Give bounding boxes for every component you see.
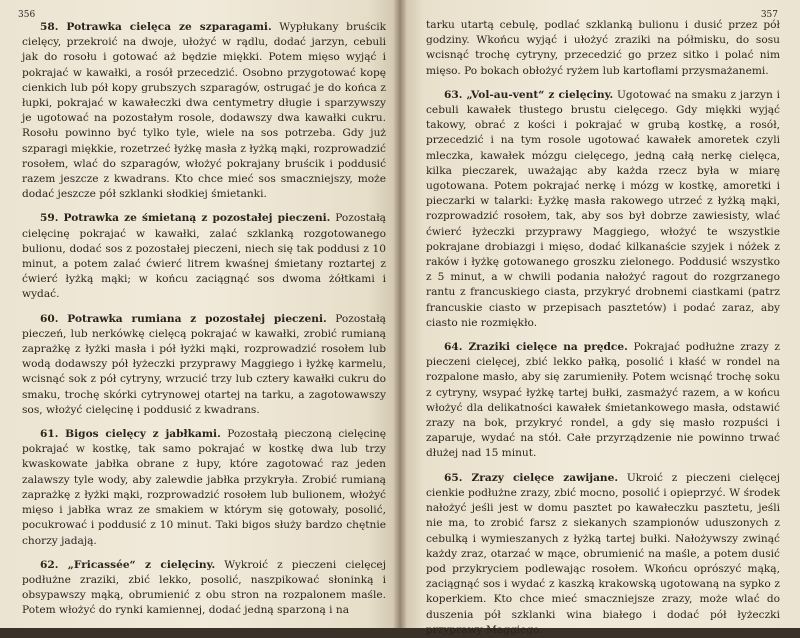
recipe (426, 340, 780, 462)
recipe-continuation (426, 18, 780, 79)
recipe-text: Pokrajać podłużne zrazy z pieczeni cielęcej, zbić lekko pałką, posolić i kłaść w rondel na rozpalone masło, aby się zarumieniły. Potem wcisnąć trochę soku z cytryny, wsypać łyżkę tartej bułki, zasmażyć razem, a w końcu włożyć dla delikatności kawałek śmietankowego masła, odstawić zrazy na bok, przykryć rondel, a gdy się masło rozpuści i zaparuje, wydać na stół. Całe przyrządzenie nie powinno trwać dłużej nad 15 minut. (426, 341, 780, 460)
recipe (22, 211, 386, 302)
recipe-text: Wykroić z pieczeni cielęcej podłużne zraziki, zbić lekko, posolić, naszpikować słoninką i obsypawszy mąką, obrumienić z obu stron na rozpalonem maśle. Potem włożyć do rynki kamiennej, dodać jedną sparzoną i na (22, 558, 386, 617)
recipe-title: 58. Potrawka cielęca ze szparagami. (40, 21, 272, 33)
recipe-text: Pozostałą pieczeń, lub nerkówkę cielęcą pokrajać w kawałki, zrobić rumianą zaprażkę z łyżki masła i pół łyżki mąki, rozprowadzić rosołem lub wodą dodawszy pół łyżeczki przyprawy Maggiego i łyżkę karmelu, wcisnąć sok z pół cytryny, wrzucić trzy lub cztery kawałki cukru do smaku, trochę skórki cytrynowej otartej na tarku, a zagotowawszy sos, włożyć cielęcinę i poddusić z kwadrans. (22, 312, 386, 416)
recipe-title: 64. Zraziki cielęce na prędce. (444, 341, 628, 354)
recipe (426, 88, 780, 331)
page-number: 357 (760, 10, 778, 20)
recipe-title: 63. „Vol-au-vent“ z cielęciny. (444, 88, 614, 101)
recipe-title: 61. Bigos cielęcy z jabłkami. (40, 428, 221, 441)
recipe (22, 312, 386, 418)
recipe (22, 20, 386, 202)
left-page (0, 0, 400, 628)
page-number: 356 (18, 10, 36, 20)
recipe-title: 59. Potrawka ze śmietaną z pozostałej pieczeni. (40, 212, 331, 225)
recipe-title: 60. Potrawka rumiana z pozostałej pieczeni. (40, 312, 327, 325)
recipe-title: 65. Zrazy cielęce zawijane. (444, 471, 619, 484)
recipe (22, 427, 386, 549)
book-gutter (393, 0, 407, 628)
recipe-text: Pozostałą pieczoną cielęcinę pokrajać w kostkę, tak samo pokrajać w kostkę dwa lub trzy kwaskowate jabłka obrane z łupy, które zagotować raz jeden zalawszy tyle wody, aby zalewdie jabłka przykryła. Zrobić rumianą zaprażkę z łyżki mąki, rozprowadzić rosołem lub bulionem, włożyć mięso i jabłka wraz ze smakiem w którym się gotowały, posolić, pocukrować i poddusić z 10 minut. Taki bigos służy bardzo chętnie chorzy jadają. (22, 428, 386, 547)
recipe-title: 62. „Fricassée“ z cielęciny. (40, 558, 216, 571)
recipe (22, 558, 386, 619)
recipe-text: Pozostałą cielęcinę pokrajać w kawałki, zalać szklanką rozgotowanego bulionu, dodać sos z pozostałej pieczeni, niech się tak poddusi z 10 minut, a potem zalać ćwierć litrem kwaśnej śmietany roztartej z ćwierć łyżką mąki; w końcu zaciągnąć sos dwoma żółtkami i wydać. (22, 212, 386, 301)
recipe (426, 471, 780, 638)
recipe-text: Ugotować na smaku z jarzyn i cebuli kawałek tłustego brustu cielęcego. Gdy miękki wyjąć takowy, obrać z kości i pokrajać w grubą kostkę, a rosół, przecedzić i na tym rosole ugotować kawałek amoretek czyli mleczka, kawałek mózgu cielęcego, jedną całą nerkę cielęca, kilka pieczarek, uważając aby każda rzecz była w miarę ugotowana. Potem pokrajać nerkę i mózg w kostkę, amoretki i pieczarki w talarki: Łyżkę masła rakowego utrzeć z łyżką mąki, rozprowadzić rosołem, tak, aby sos był dobrze zawiesisty, wlać ćwierć łyżeczki przyprawy Maggiego, włożyć te wszystkie pokrajane drobiazgi i mięso, dodać kilkanaście szyjek i nóżek z raków i łyżkę gotowanego groszku zielonego. Poddusić wszystko z 5 minut, a w chwili podania nałożyć ragout do rozgrzanego rantu z francuskiego ciasta, przykryć drobnemi ciastkami (patrz francuskie ciasto w przepisach pasztetów) i podać zaraz, aby ciasto nie rozmiękło. (426, 88, 780, 329)
recipe-text: Wypłukany bruścik cielęcy, przekroić na dwoje, ułożyć w rądlu, dodać jarzyn, cebuli jak do rosołu i gotować aż będzie miękki. Potem mięso wyjąć i pokrajać w kawałki, a rosół przecedzić. Osobno przygotować kopę cienkich lub pół kopy grubszych szparagów, ostrugać je do końca z łupki, pokrajać w kawałeczki dwa centymetry długie i sparzywszy je ugotować na pozostałym rosole, dodawszy dwa kawałki cukru. Rosołu powinno być tylko tyle, wiele na sos potrzeba. Gdy już szparagi miękkie, rozetrzeć łyżkę masła z łyżką mąki, rozprowadzić rosołem, wlać do szparagów, włożyć pokrajany bruścik i poddusić razem jeszcze z kwadrans. Kto chce mieć sos smaczniejszy, może dodać jeszcze pół szklanki słodkiej śmietanki. (22, 21, 387, 201)
right-page (400, 0, 800, 636)
recipe-text: tarku utartą cebulę, podlać szklanką bulionu i dusić przez pół godziny. Wkońcu wyjąć i ułożyć zraziki na półmisku, do sosu wcisnąć trochę cytryny, przecedzić go przez sitko i polać nim mięso. Po bokach obłożyć ryżem lub kartoflami przysmażanemi. (426, 19, 780, 77)
recipe-text: Ukroić z pieczeni cielęcej cienkie podłużne zrazy, zbić mocno, posolić i opieprzyć. W środek nałożyć jeśli jest w domu pasztet po kawałeczku pasztetu, jeśli nie ma, to zrobić farsz z siekanych szampionów uduszonych z cebulką i wymieszanych z łyżką tartej bułki. Nałożywszy zwinąć każdy zraz, otarzać w mące, obrumienić na maśle, a potem dusić pod przykryciem podlewając rosołem. Wkońcu oprószyć mąką, zaciągnąć sos i wydać z kaszką krakowską ugotowaną na sypko z koperkiem. Kto chce mieć smaczniejsze zrazy, może wlać do duszenia pół szklanki wina białego i dodać pół łyżeczki przyprawy Maggiego. (426, 471, 780, 636)
